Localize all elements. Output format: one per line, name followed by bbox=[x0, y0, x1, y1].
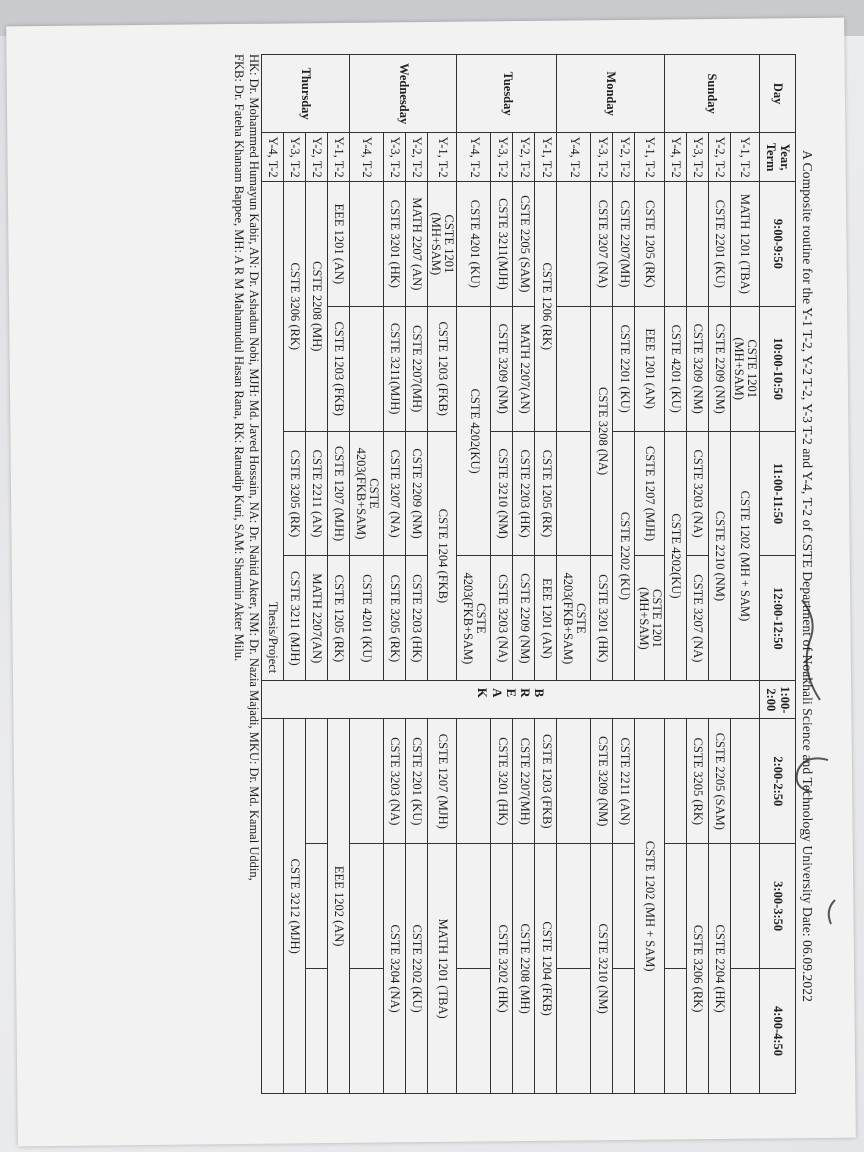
empty-cell bbox=[686, 181, 708, 306]
class-cell: CSTE 1203 (FKB) bbox=[328, 306, 350, 431]
class-cell: CSTE 1201 (MH+SAM) bbox=[428, 181, 457, 306]
class-cell: CSTE 3211 (MJH) bbox=[284, 556, 306, 681]
class-cell: CSTE 2211 (AN) bbox=[613, 719, 635, 844]
term-cell: Y-2, T-2 bbox=[708, 133, 730, 182]
header-slot-5: 2:00-2:50 bbox=[760, 719, 796, 844]
term-cell: Y-4, T-2 bbox=[557, 133, 591, 182]
term-cell: Y-2, T-2 bbox=[306, 133, 328, 182]
class-cell: CSTE 2205 (SAM) bbox=[513, 181, 535, 306]
empty-cell bbox=[664, 969, 686, 1094]
term-cell: Y-1, T-2 bbox=[328, 133, 350, 182]
class-cell: EEE 1202 (AN) bbox=[328, 719, 350, 1094]
empty-cell bbox=[350, 181, 384, 306]
class-cell: CSTE 3209 (NM) bbox=[686, 306, 708, 431]
class-cell: CSTE 2201 (KU) bbox=[406, 719, 428, 844]
class-cell: CSTE 3211(MJH) bbox=[491, 181, 513, 306]
class-cell: CSTE 2207(MH) bbox=[513, 719, 535, 844]
class-cell: CSTE 3205 (RK) bbox=[384, 556, 406, 681]
footnote-line-1: HK: Dr. Mohammed Humayun Kabir, AN: Dr. Ashadun Nobi, MJH: Md. Javed Hossain, NA: Dr. Nahid Akter, NM: Dr. Nazia Majadi, MKU: Dr. Md. Kamal Uddin, bbox=[247, 54, 262, 881]
class-cell: CSTE 2209 (NM) bbox=[513, 556, 535, 681]
class-cell: CSTE 2207(MH) bbox=[613, 181, 635, 306]
header-slot-4: 12:00-12:50 bbox=[760, 556, 796, 681]
class-cell: CSTE 3201 (HK) bbox=[384, 181, 406, 306]
term-cell: Y-2, T-2 bbox=[513, 133, 535, 182]
class-cell: CSTE 1207 (MJH) bbox=[635, 431, 664, 556]
class-cell: CSTE 3206 (RK) bbox=[284, 181, 306, 431]
class-cell: CSTE 3203 (NA) bbox=[686, 431, 708, 556]
empty-cell bbox=[457, 719, 491, 844]
document-title: A Composite routine for the Y-1 T-2, Y-2 T-2, Y-3 T-2 and Y-4, T-2 of CSTE Department of Noakhali Science and Technology University Date: 06.09.2022 bbox=[800, 150, 815, 1002]
class-cell: CSTE 2203 (HK) bbox=[513, 431, 535, 556]
break-column bbox=[262, 681, 760, 719]
class-cell: CSTE 1203 (FKB) bbox=[535, 719, 557, 844]
class-cell: CSTE 2209 (NM) bbox=[708, 306, 730, 431]
table-row bbox=[591, 55, 613, 1094]
table-row bbox=[284, 55, 306, 1094]
break-label: B R E A K bbox=[475, 687, 547, 712]
term-cell: Y-3, T-2 bbox=[591, 133, 613, 182]
term-cell: Y-3, T-2 bbox=[686, 133, 708, 182]
empty-cell bbox=[306, 719, 328, 844]
class-cell: CSTE 2201 (KU) bbox=[708, 181, 730, 306]
class-cell: CSTE 1205 (RK) bbox=[635, 181, 664, 306]
day-wednesday: Wednesday bbox=[350, 55, 457, 133]
day-tuesday: Tuesday bbox=[457, 55, 557, 133]
table-row bbox=[535, 55, 557, 1094]
class-cell: CSTE 1205 (RK) bbox=[328, 556, 350, 681]
term-cell: Y-4, T-2 bbox=[457, 133, 491, 182]
class-cell: CSTE 4201 (KU) bbox=[350, 556, 384, 681]
class-cell: CSTE 4202(KU) bbox=[457, 306, 491, 556]
term-cell: Y-4, T-2 bbox=[350, 133, 384, 182]
table-row bbox=[708, 55, 730, 1094]
table-row bbox=[428, 55, 457, 1094]
term-cell: Y-1, T-2 bbox=[535, 133, 557, 182]
empty-cell bbox=[730, 719, 759, 844]
class-cell: CSTE 3203 (NA) bbox=[384, 719, 406, 844]
class-cell: CSTE 2210 (NM) bbox=[708, 431, 730, 681]
empty-cell bbox=[557, 719, 591, 844]
empty-cell bbox=[664, 181, 686, 306]
class-cell: CSTE 1201 (MH+SAM) bbox=[635, 556, 664, 681]
routine-document bbox=[47, 46, 817, 1106]
class-cell: CSTE 1205 (RK) bbox=[535, 431, 557, 556]
class-cell: Thesis/Project bbox=[262, 181, 284, 1093]
class-cell: CSTE 2207(MH) bbox=[406, 306, 428, 431]
table-row bbox=[730, 55, 759, 1094]
class-cell: CSTE 4201 (KU) bbox=[664, 306, 686, 431]
class-cell: CSTE 3201 (HK) bbox=[591, 556, 613, 681]
class-cell: CSTE 3209 (NM) bbox=[591, 719, 613, 844]
term-cell: Y-3, T-2 bbox=[491, 133, 513, 182]
header-slot-2: 10:00-10:50 bbox=[760, 306, 796, 431]
table-row bbox=[328, 55, 350, 1094]
empty-cell bbox=[457, 844, 491, 969]
empty-cell bbox=[350, 969, 384, 1094]
class-cell: CSTE 2201 (KU) bbox=[613, 306, 635, 431]
class-cell: CSTE 3209 (NM) bbox=[491, 306, 513, 431]
table-row bbox=[491, 55, 513, 1094]
class-cell: MATH 1201 (TBA) bbox=[428, 844, 457, 1094]
empty-cell bbox=[306, 969, 328, 1094]
routine-table bbox=[261, 54, 796, 1094]
class-cell: CSTE 3203 (NA) bbox=[491, 556, 513, 681]
empty-cell bbox=[613, 844, 635, 969]
class-cell: CSTE 3207 (NA) bbox=[591, 181, 613, 306]
header-slot-7: 4:00-4:50 bbox=[760, 969, 796, 1094]
day-monday: Monday bbox=[557, 55, 664, 133]
class-cell: CSTE 3210 (NM) bbox=[591, 844, 613, 1094]
empty-cell bbox=[306, 844, 328, 969]
class-cell: CSTE 4202(KU) bbox=[664, 431, 686, 681]
table-row bbox=[686, 55, 708, 1094]
class-cell: CSTE 2208 (MH) bbox=[306, 181, 328, 431]
class-cell: CSTE 3205 (RK) bbox=[686, 719, 708, 844]
class-cell: CSTE 3212 (MJH) bbox=[284, 719, 306, 1094]
empty-cell bbox=[557, 306, 591, 431]
table-row bbox=[262, 55, 284, 1094]
table-row bbox=[664, 55, 686, 1094]
empty-cell bbox=[557, 844, 591, 969]
class-cell: CSTE 3207 (NA) bbox=[686, 556, 708, 681]
class-cell: CSTE 4203(FKB+SAM) bbox=[350, 431, 384, 556]
class-cell: CSTE 3202 (HK) bbox=[491, 844, 513, 1094]
class-cell: CSTE 3204 (NA) bbox=[384, 844, 406, 1094]
table-row bbox=[457, 55, 491, 1094]
class-cell: MATH 2207(AN) bbox=[513, 306, 535, 431]
class-cell: CSTE 3207 (NA) bbox=[384, 431, 406, 556]
class-cell: CSTE 2202 (KU) bbox=[613, 431, 635, 681]
empty-cell bbox=[613, 969, 635, 1094]
term-cell: Y-2, T-2 bbox=[613, 133, 635, 182]
class-cell: CSTE 2209 (NM) bbox=[406, 431, 428, 556]
table-row bbox=[635, 55, 664, 1094]
class-cell: CSTE 2203 (HK) bbox=[406, 556, 428, 681]
table-row bbox=[306, 55, 328, 1094]
class-cell: CSTE 3208 (NA) bbox=[591, 306, 613, 556]
class-cell: MATH 2207 (AN) bbox=[406, 181, 428, 306]
class-cell: CSTE 3210 (NM) bbox=[491, 431, 513, 556]
class-cell: CSTE 3201 (HK) bbox=[491, 719, 513, 844]
class-cell: EEE 1201 (AN) bbox=[328, 181, 350, 306]
class-cell: EEE 1201 (AN) bbox=[635, 306, 664, 431]
header-slot-3: 11:00-11:50 bbox=[760, 431, 796, 556]
day-sunday: Sunday bbox=[664, 55, 759, 133]
class-cell: CSTE 2205 (SAM) bbox=[708, 719, 730, 844]
class-cell: CSTE 4201 (KU) bbox=[457, 181, 491, 306]
class-cell: CSTE 2208 (MH) bbox=[513, 844, 535, 1094]
table-row bbox=[613, 55, 635, 1094]
empty-cell bbox=[350, 844, 384, 969]
class-cell: CSTE 1202 (MH + SAM) bbox=[730, 431, 759, 681]
class-cell: CSTE 3206 (RK) bbox=[686, 844, 708, 1094]
table-row bbox=[384, 55, 406, 1094]
header-slot-6: 3:00-3:50 bbox=[760, 844, 796, 969]
class-cell: CSTE 1204 (FKB) bbox=[428, 431, 457, 681]
empty-cell bbox=[664, 719, 686, 844]
term-cell: Y-4, T-2 bbox=[262, 133, 284, 182]
class-cell: CSTE 4203(FKB+SAM) bbox=[457, 556, 491, 681]
header-slot-break: 1:00-2:00 bbox=[760, 681, 796, 719]
class-cell: CSTE 1206 (RK) bbox=[535, 181, 557, 431]
day-thursday: Thursday bbox=[262, 55, 350, 133]
header-year-term: Year, Term bbox=[760, 133, 796, 182]
empty-cell bbox=[457, 969, 491, 1094]
table-row bbox=[350, 55, 384, 1094]
class-cell: CSTE 1204 (FKB) bbox=[535, 844, 557, 1094]
footnote-line-2: FKB: Dr. Fateha Khanam Bappee, MH: A R M Mahamudul Hasan Rana, RK: Ratnadip Kuri, SAM: Sharmin Akter Milu. bbox=[232, 54, 247, 662]
class-cell: CSTE 3205 (RK) bbox=[284, 431, 306, 556]
empty-cell bbox=[730, 969, 759, 1094]
empty-cell bbox=[557, 431, 591, 556]
class-cell: MATH 2207(AN) bbox=[306, 556, 328, 681]
header-row bbox=[760, 55, 796, 1094]
table-row bbox=[557, 55, 591, 1094]
class-cell: CSTE 2204 (HK) bbox=[708, 844, 730, 1094]
term-cell: Y-4, T-2 bbox=[664, 133, 686, 182]
class-cell: EEE 1201 (AN) bbox=[535, 556, 557, 681]
term-cell: Y-3, T-2 bbox=[384, 133, 406, 182]
header-slot-1: 9:00-9:50 bbox=[760, 181, 796, 306]
class-cell: CSTE 1201 (MH+SAM) bbox=[730, 306, 759, 431]
class-cell: CSTE 2211 (AN) bbox=[306, 431, 328, 556]
term-cell: Y-1, T-2 bbox=[730, 133, 759, 182]
term-cell: Y-3, T-2 bbox=[284, 133, 306, 182]
empty-cell bbox=[664, 844, 686, 969]
term-cell: Y-1, T-2 bbox=[635, 133, 664, 182]
table-row bbox=[513, 55, 535, 1094]
term-cell: Y-1, T-2 bbox=[428, 133, 457, 182]
empty-cell bbox=[730, 844, 759, 969]
class-cell: CSTE 1207 (MJH) bbox=[328, 431, 350, 556]
class-cell: MATH 1201 (TBA) bbox=[730, 181, 759, 306]
class-cell: CSTE 1202 (MH + SAM) bbox=[635, 719, 664, 1094]
empty-cell bbox=[350, 719, 384, 844]
class-cell: CSTE 4203(FKB+SAM) bbox=[557, 556, 591, 681]
table-row bbox=[406, 55, 428, 1094]
empty-cell bbox=[557, 181, 591, 306]
empty-cell bbox=[350, 306, 384, 431]
empty-cell bbox=[557, 969, 591, 1094]
header-day: Day bbox=[760, 55, 796, 133]
class-cell: CSTE 3211(MJH) bbox=[384, 306, 406, 431]
class-cell: CSTE 1207 (MJH) bbox=[428, 719, 457, 844]
class-cell: CSTE 1203 (FKB) bbox=[428, 306, 457, 431]
class-cell: CSTE 2202 (KU) bbox=[406, 844, 428, 1094]
term-cell: Y-2, T-2 bbox=[406, 133, 428, 182]
